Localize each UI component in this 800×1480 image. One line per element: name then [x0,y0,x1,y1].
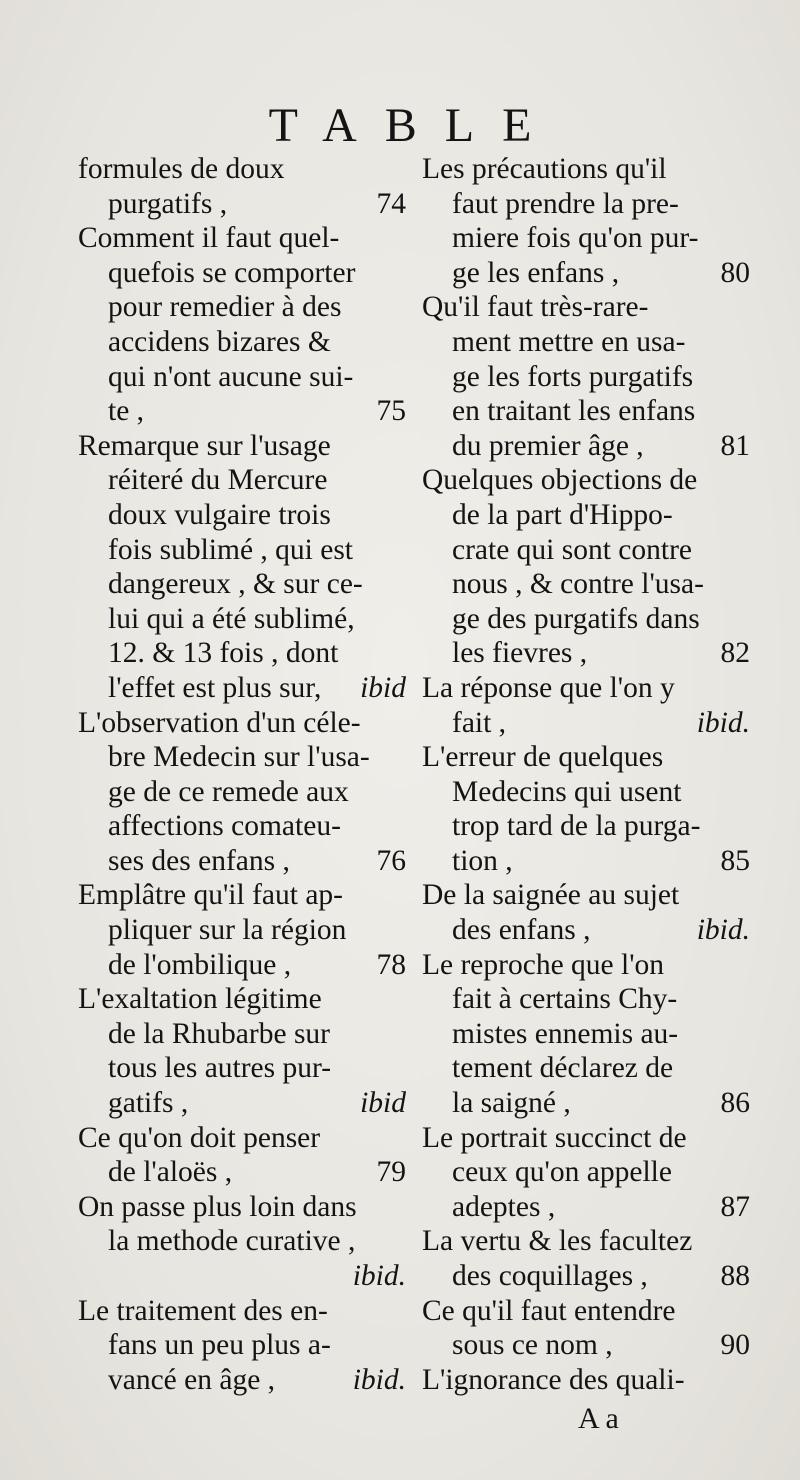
page-number: 85 [720,844,750,877]
entry-line [78,1190,406,1225]
page-number: 78 [376,948,406,981]
page-number: ibid. [352,1260,406,1292]
entry-line [78,740,406,775]
entry-line [78,1294,406,1329]
table-entry [422,740,750,878]
table-entry [422,1294,750,1363]
entry-line [78,1017,406,1052]
entry-text: ge de ce remede aux [108,775,349,808]
entry-line [78,221,406,256]
entry-line [422,1363,750,1398]
entry-text: de la part d'Hippo- [452,498,673,531]
entry-line [422,221,750,256]
entry-line [78,671,406,706]
entry-line [422,360,750,395]
page-number: 81 [720,429,750,462]
entry-text: Les précautions qu'il [422,153,667,185]
entry-text: dangereux , & sur ce- [108,568,363,601]
entry-line [422,636,750,671]
entry-line [78,394,406,429]
entry-line [422,463,750,498]
entry-text: lui qui a été sublimé, [108,602,355,635]
entry-text: ses des enfans , [108,844,290,877]
entry-text: les fievres , [452,637,588,670]
entry-line [422,602,750,637]
entry-text: sous ce nom , [452,1329,613,1362]
entry-text: la methode curative , [108,1225,356,1258]
table-entry [78,878,406,982]
entry-line [78,429,406,464]
entry-text: fait , [452,706,507,739]
table-entry [422,290,750,463]
entry-line [422,567,750,602]
entry-line [422,1155,750,1190]
entry-line [422,1086,750,1121]
entry-line [422,1121,750,1156]
page-title: TABLE [268,99,560,152]
entry-line [422,429,750,464]
entry-line [422,844,750,879]
entry-text: ge des purgatifs dans [452,602,700,635]
entry-text: l'effet est plus sur, [108,671,322,704]
page-number: 86 [720,1087,750,1120]
entry-line [78,325,406,360]
entry-line [422,498,750,533]
page-number: ibid [360,1087,406,1120]
entry-text: qui n'ont aucune sui- [108,360,354,393]
table-entry [78,1190,406,1294]
table-entry [78,221,406,429]
entry-text: purgatifs , [108,187,228,220]
entry-text: La réponse que l'on y [422,671,675,704]
page-number: 87 [720,1190,750,1223]
entry-text: des coquillages , [452,1260,648,1292]
table-entry [78,1294,406,1398]
entry-text: la saigné , [452,1087,571,1120]
entry-text: On passe plus loin dans [78,1190,357,1223]
table-entry [422,1363,750,1398]
entry-line [78,567,406,602]
entry-line [422,948,750,983]
entry-text: réiteré du Mercure [108,464,328,497]
table-entry [422,1121,750,1225]
entry-line [78,533,406,568]
entry-text: L'ignorance des quali- [422,1363,685,1396]
entry-text: fois sublimé , qui est [108,533,354,566]
entry-text: ceux qu'on appelle [452,1156,672,1189]
entry-text: L'erreur de quelques [422,741,664,774]
entry-line [422,1017,750,1052]
entry-text: miere fois qu'on pur- [452,222,699,255]
entry-text: de l'ombilique , [108,948,292,981]
table-entry [78,1121,406,1190]
entry-line [78,1121,406,1156]
entry-text: Qu'il faut très-rare- [422,291,649,324]
table-entry [78,429,406,706]
entry-text: de la Rhubarbe sur [108,1017,330,1050]
table-entry [422,152,750,290]
entry-line [78,256,406,291]
entry-line [78,152,406,187]
entry-line [422,775,750,810]
entry-line [422,1259,750,1294]
entry-text: De la saignée au sujet [422,879,680,912]
entry-text: fait à certains Chy- [452,983,678,1016]
entry-text: tement déclarez de [452,1052,674,1085]
entry-text: du premier âge , [452,429,644,462]
entry-line [422,1190,750,1225]
entry-line [78,602,406,637]
entry-line [78,1155,406,1190]
entry-text: des enfans , [452,914,591,947]
table-entry [78,706,406,879]
entry-line [422,982,750,1017]
table-entry [422,1224,750,1293]
page-number: 90 [720,1329,750,1362]
entry-text: Ce qu'il faut entendre [422,1294,676,1327]
entry-line [78,360,406,395]
entry-line [422,1224,750,1259]
entry-text: adeptes , [452,1190,556,1223]
entry-text: Comment il faut quel- [78,222,340,255]
entry-line [78,498,406,533]
table-entry [78,982,406,1120]
entry-text: affections comateu- [108,810,341,843]
page-number: 88 [720,1260,750,1292]
table-entry [422,878,750,947]
entry-line [78,1363,406,1398]
entry-line [78,844,406,879]
entry-line [78,187,406,222]
entry-text: ge les forts purgatifs [452,360,694,393]
entry-text: Emplâtre qu'il faut ap- [78,879,343,912]
entry-text: fans un peu plus a- [108,1329,331,1362]
entry-line [78,1086,406,1121]
entry-text: tous les autres pur- [108,1052,332,1085]
entry-text: Le reproche que l'on [422,948,665,981]
entry-text: gatifs , [108,1087,189,1120]
page-number: 79 [376,1156,406,1189]
entry-line [78,913,406,948]
table-entry [422,463,750,671]
entry-line [422,1051,750,1086]
entry-line [78,982,406,1017]
entry-text: L'observation d'un céle- [78,706,361,739]
entry-text: pour remedier à des [108,291,342,324]
entry-text: Medecins qui usent [452,775,682,808]
entry-text: ge les enfans , [452,256,620,289]
right-column [422,152,750,1397]
entry-text: bre Medecin sur l'usa- [108,741,370,774]
entry-line [78,636,406,671]
entry-line [422,290,750,325]
entry-text: formules de doux [78,153,285,185]
entry-line [422,394,750,429]
entry-text: en traitant les enfans [452,395,696,428]
entry-line [422,187,750,222]
entry-text: de l'aloës , [108,1156,233,1189]
entry-text: tion , [452,844,513,877]
entry-line [422,256,750,291]
entry-line [78,775,406,810]
entry-text: accidens bizares & [108,325,331,358]
entry-text: mistes ennemis au- [452,1017,679,1050]
entry-line [422,706,750,741]
entry-line [422,325,750,360]
entry-text: pliquer sur la région [108,914,347,947]
entry-text: L'exaltation légitime [78,983,322,1016]
entry-text: Le portrait succinct de [422,1121,687,1154]
signature-mark: A a [578,1402,619,1435]
table-entry [78,152,406,221]
entry-line [422,671,750,706]
entry-line [422,1294,750,1329]
entry-line [422,533,750,568]
entry-line [422,740,750,775]
entry-text: vancé en âge , [108,1363,276,1396]
entry-line [78,1328,406,1363]
entry-text: te , [108,395,145,428]
entry-line [78,809,406,844]
page-number: 74 [376,187,406,220]
entry-text: faut prendre la pre- [452,187,679,220]
page-number: 82 [720,637,750,670]
page-number: 76 [376,844,406,877]
entry-text: Remarque sur l'usage [78,429,331,462]
table-entry [422,948,750,1121]
table-entry [422,671,750,740]
entry-line [78,290,406,325]
entry-text: nous , & contre l'usa- [452,568,704,601]
entry-line [78,948,406,983]
page-number: 75 [376,395,406,428]
page-number: ibid [360,671,406,704]
entry-line [78,463,406,498]
entry-text: ment mettre en usa- [452,325,686,358]
entry-text: Ce qu'on doit penser [78,1121,321,1154]
entry-line [78,1259,406,1294]
entry-line [422,152,750,187]
entry-line [78,1051,406,1086]
entry-text: 12. & 13 fois , dont [108,637,339,670]
entry-line [422,878,750,913]
entry-line [422,913,750,948]
page-number: 80 [720,256,750,289]
entry-text: Le traitement des en- [78,1294,328,1327]
left-column [78,152,406,1397]
page-number: ibid. [352,1363,406,1396]
entry-line [78,706,406,741]
entry-text: La vertu & les facultez [422,1225,693,1258]
entry-text: crate qui sont contre [452,533,693,566]
page-number: ibid. [696,914,750,947]
entry-line [422,1328,750,1363]
entry-text: Quelques objections de [422,464,698,497]
entry-line [78,878,406,913]
entry-text: doux vulgaire trois [108,498,331,531]
entry-line [78,1224,406,1259]
page-number: ibid. [696,706,750,739]
entry-text: trop tard de la purga- [452,810,701,843]
entry-line [422,809,750,844]
entry-text: quefois se comporter [108,256,356,289]
